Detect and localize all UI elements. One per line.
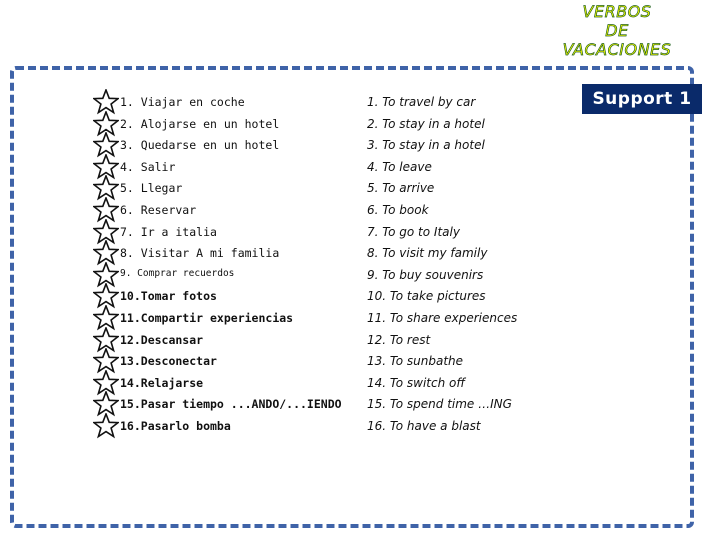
english-translation: 16. To have a blast [367, 419, 481, 433]
spanish-verb: 16.Pasarlo bomba [120, 419, 231, 433]
spanish-verb: 2. Alojarse en un hotel [120, 116, 280, 131]
list-item [0, 417, 720, 437]
spanish-verb: 10.Tomar fotos [120, 289, 217, 304]
english-translation: 10. To take pictures [367, 289, 486, 304]
spanish-verb: 5. Llegar [120, 181, 183, 196]
spanish-verb: 7. Ir a italia [120, 224, 217, 239]
english-translation: 12. To rest [367, 332, 431, 347]
title-line-2: DE [605, 21, 629, 40]
spanish-verb: 13.Desconectar [120, 354, 217, 369]
spanish-verb: 1. Viajar en coche [120, 95, 245, 109]
spanish-verb: 3. Quedarse en un hotel [120, 138, 280, 153]
english-translation: 13. To sunbathe [367, 354, 464, 369]
english-translation: 6. To book [367, 203, 429, 217]
english-translation: 8. To visit my family [367, 246, 488, 261]
english-translation: 15. To spend time …ING [367, 397, 512, 412]
spanish-verb: 6. Reservar [120, 203, 197, 217]
english-translation: 7. To go to Italy [367, 224, 460, 239]
spanish-verb: 12.Descansar [120, 332, 204, 347]
title-line-1: VERBOS [582, 2, 652, 21]
spanish-verb: 4. Salir [120, 159, 176, 174]
english-translation: 5. To arrive [367, 181, 435, 196]
english-translation: 1. To travel by car [367, 95, 476, 109]
english-translation: 2. To stay in a hotel [367, 116, 485, 131]
spanish-verb: 11.Compartir experiencias [120, 311, 294, 325]
spanish-verb: 15.Pasar tiempo ...ANDO/...IENDO [120, 397, 342, 412]
english-translation: 3. To stay in a hotel [367, 138, 485, 153]
english-translation: 11. To share experiences [367, 311, 518, 325]
spanish-verb: 14.Relajarse [120, 375, 204, 390]
support-badge: Support 1 [582, 84, 702, 114]
english-translation: 9. To buy souvenirs [367, 267, 484, 282]
english-translation: 14. To switch off [367, 375, 466, 390]
page-title [552, 2, 682, 59]
star-icon [93, 413, 119, 439]
title-line-3: VACACIONES [562, 40, 672, 59]
spanish-verb: 8. Visitar A mi familia [120, 246, 280, 261]
spanish-verb: 9. Comprar recuerdos [120, 267, 235, 279]
english-translation: 4. To leave [367, 159, 432, 174]
